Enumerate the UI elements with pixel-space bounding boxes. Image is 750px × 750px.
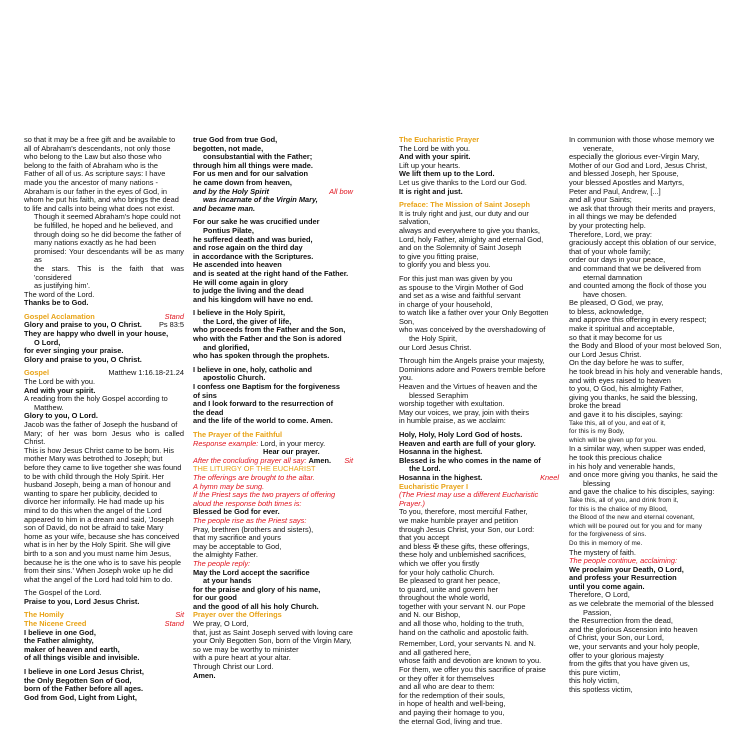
text-line: your Only Begotten Son, born of the Virgin Mary, [193, 636, 352, 646]
text-line: for this is the chalice of my Blood, [569, 505, 668, 513]
text-line: I believe in one Lord Jesus Christ, [24, 667, 144, 677]
text-line: in his holy and venerable hands, [569, 461, 676, 471]
text-line: I believe in one God, [24, 627, 96, 637]
heading-liturgy-eucharist: THE LITURGY OF THE EUCHARIST [193, 464, 316, 474]
text-line: all of Abraham's descendants, not only those [24, 143, 171, 153]
gospel-ref: Matthew 1:16.18-21.24 [108, 368, 184, 378]
creed-bow-line: and by the Holy Spirit [193, 186, 269, 196]
text-line: of Christ, your Son, our Lord, [569, 633, 664, 643]
text-line: and on the Solemnity of Saint Joseph [399, 243, 522, 253]
text-line: belong to the faith of Abraham who is the [24, 160, 158, 170]
text-line: Jacob was the father of Joseph the husband of [24, 420, 178, 429]
text-line: Therefore, Lord, we pray: [569, 229, 652, 239]
text-line: the almighty Father. [193, 550, 258, 560]
heading-preface: Preface: The Mission of Saint Joseph [399, 200, 531, 210]
acclamation-line: Glory and praise to you, O Christ. [24, 320, 142, 330]
at-your-hands: at your hands [203, 576, 252, 586]
text-line: I confess one Baptism for the forgiveness [193, 382, 341, 392]
text-line: They are happy who dwell in your house, [24, 329, 169, 339]
creed-crucified: For our sake he was crucified under [193, 217, 320, 227]
text-line: by your protecting help. [569, 220, 646, 230]
text-line: the Body and Blood of your most beloved Son, [569, 341, 722, 351]
text-line: Therefore, O Lord, [569, 590, 630, 600]
dialogue-call: The Lord be with you. [399, 143, 471, 153]
creed-proceeds [193, 326, 353, 343]
text-line: mind to do this when the angel of the Lord [24, 505, 162, 515]
text-line: who with the Father and the Son is adored [193, 334, 342, 344]
text-line: because he is the one who is to save his people [24, 557, 181, 567]
text-line: together with your servant N. our Pope [399, 601, 526, 611]
text-line: For this just man was given by you [399, 273, 513, 283]
in-similar-way [569, 445, 734, 479]
hear-our-prayer: Hear our prayer. [263, 447, 320, 457]
hymn-may-be-sung: A hymn may be sung. [193, 481, 265, 491]
heading-gospel: Gospel [24, 368, 50, 378]
dialogue-response: And with your spirit. [399, 152, 471, 162]
text-line: hand on the catholic and apostolic faith. [399, 627, 529, 637]
text-line: Mother of our God and Lord, Jesus Christ, [569, 160, 708, 170]
text-line: for the forgiveness of sins. [569, 531, 647, 539]
text-line: these holy and unblemished sacrifices, [399, 550, 526, 560]
text-line: We pray, O Lord, [193, 619, 249, 629]
text-line: for our good [193, 593, 237, 603]
acclamation-ref: Ps 83:5 [158, 320, 184, 330]
text-line: graciously accept this oblation of our service, [569, 238, 717, 248]
text-line: which will be poured out for you and for many [569, 522, 703, 530]
text-line: and I look forward to the resurrection of [193, 399, 334, 409]
text-line: born of the Father before all ages. [24, 684, 144, 694]
gospel-of-lord: The Gospel of the Lord. [24, 588, 102, 598]
text-line: to you, O God, his almighty Father, [569, 384, 684, 394]
text-line: in hope of health and well-being, [399, 699, 506, 709]
text-line: order our days in your peace, [569, 255, 666, 265]
text-line: For us men and for our salvation [193, 169, 308, 179]
text-line: Abraham is our father in the eyes of God, in [24, 186, 167, 196]
column-2 [193, 136, 353, 680]
text-line: promised: Your descendants will be as many as [34, 246, 184, 265]
text-line: He will come again in glory [193, 277, 288, 287]
text-line: and command that we be delivered from [569, 263, 701, 273]
on-the-day [569, 359, 734, 419]
word-of-lord: The word of the Lord. [24, 289, 95, 299]
text-line: your blessed Apostles and Martyrs, [569, 177, 685, 187]
text-line: and once more giving you thanks, he said the [569, 470, 718, 480]
rubric-sit: Sit [175, 610, 184, 620]
text-line: O Lord, [34, 337, 61, 347]
preface-our-lord: our Lord Jesus Christ. [399, 342, 472, 352]
text-line: Be pleased, O God, we pray, [569, 298, 664, 308]
text-line: husband Joseph, being a man of honour and [24, 480, 171, 490]
text-line: maker of heaven and earth, [24, 644, 120, 654]
dialogue-response: We lift them up to the Lord. [399, 169, 495, 179]
creed-church: I believe in one, holy, catholic and [193, 364, 312, 374]
text-line: the Blood of the new and eternal covenant, [569, 514, 695, 522]
ep1-part-b [399, 640, 559, 726]
creed-part-2 [24, 668, 184, 702]
text-line: so we may be worthy to minister [193, 644, 299, 654]
text-line: for this is my Body, [569, 428, 625, 436]
preface-part-3-end [399, 400, 559, 426]
text-line: and set as a wise and faithful servant [399, 291, 521, 301]
text-line: to give you fitting praise, [399, 251, 479, 261]
text-line: If the Priest says the two prayers of offering [193, 490, 336, 500]
text-line: he suffered death and was buried, [193, 234, 313, 244]
text-line: to guard, unite and govern her [399, 584, 499, 594]
text-line: to be with child through the Holy Spirit. Her [24, 471, 165, 481]
text-line: many nations exactly as he had been [34, 238, 157, 248]
text-line: aloud the response both times is: [193, 498, 302, 508]
text-line: through Jesus Christ, your Son, our Lord: [399, 524, 535, 534]
text-line: Father of all of us. As scripture says: I have [24, 169, 166, 179]
text-line: and the good of all his holy Church. [193, 601, 319, 611]
text-line: Holy, Holy, Holy Lord God of hosts. [399, 430, 523, 439]
heading-prayer-offerings: Prayer over the Offerings [193, 610, 282, 620]
text-line: we ask that through their merits and prayers, [569, 203, 716, 213]
text-line: whose faith and devotion are known to you. [399, 656, 542, 666]
preface-part-1 [399, 210, 559, 270]
text-line: who was conceived by the overshadowing of [399, 325, 546, 335]
text-line: for your holy catholic Church. [399, 567, 495, 577]
text-line: Matthew. [34, 402, 64, 412]
text-line: May our voices, we pray, join with theirs [399, 407, 530, 417]
text-line: in all things we may be defended [569, 212, 677, 222]
people-reply: The people reply: [193, 558, 251, 568]
text-line: as spouse to the Virgin Mother of God [399, 282, 524, 292]
text-line: before they came to live together she was found [24, 462, 182, 472]
after-concluding: After the concluding prayer all say: [193, 455, 307, 465]
text-line: and approve this offering in every respect; [569, 315, 707, 325]
text-line: Remember, Lord, your servants N. and N. [399, 639, 536, 649]
text-line: to watch like a father over your Only Begotten Son, [399, 308, 549, 326]
text-line: On the day before he was to suffer, [569, 358, 684, 368]
ep1-note: (The Priest may use a different Eucharistic Prayer.) [399, 490, 539, 508]
text-line: so that it may be a free gift and be available to [24, 135, 176, 144]
rubric-all-bow: All bow [329, 186, 353, 196]
text-line: worship together with exultation. [399, 399, 505, 409]
text-line: and his kingdom will have no end. [193, 294, 313, 304]
text-line: always and everywhere to give you thanks, [399, 225, 540, 235]
dialogue-call: Let us give thanks to the Lord our God. [399, 177, 527, 187]
text-line: this holy victim, [569, 676, 620, 686]
may-the-lord-rest [193, 586, 353, 612]
heading-homily: The Homily [24, 610, 64, 620]
gave-chalice: and gave the chalice to his disciples, saying: [569, 487, 715, 497]
heading-eucharistic-prayer-1: Eucharistic Prayer I [399, 481, 469, 491]
text-line: Heaven and the Virtues of heaven and the [399, 382, 538, 392]
creed-apostolic: apostolic Church. [203, 373, 266, 383]
text-line: Take this, all of you, and eat of it, [569, 419, 666, 427]
preface-seraphim: blessed Seraphim [409, 390, 469, 400]
text-line: which we offer you firstly [399, 558, 480, 568]
words-of-consecration-bread [569, 420, 734, 446]
text-line: in charge of your household, [399, 299, 493, 309]
praise-to-you: Praise to you, Lord Jesus Christ. [24, 596, 140, 606]
text-line: appeared to him in a dream and said, 'Joseph [24, 514, 174, 524]
offerings-brought: The offerings are brought to the altar. [193, 472, 315, 482]
and-with-your-spirit: And with your spirit. [24, 385, 96, 395]
text-line: He ascended into heaven [193, 260, 282, 270]
text-line: home as your wife, because she has conceived [24, 531, 180, 541]
text-line: made you the ancestor of many nations - [24, 177, 158, 187]
text-line: throughout the whole world, [399, 593, 490, 603]
amen-offerings: Amen. [193, 670, 216, 680]
text-line: This is how Jesus Christ came to be born. His [24, 445, 174, 455]
heading-eucharistic-prayer: The Eucharistic Prayer [399, 135, 480, 144]
text-line: Take this, all of you, and drink from it, [569, 496, 679, 504]
text-line: Heaven and earth are full of your glory. [399, 438, 536, 448]
text-line: from the gifts that you have given us, [569, 659, 690, 669]
text-line: who belong to the Law but also those who [24, 152, 162, 162]
text-line: true God from true God, [193, 135, 278, 144]
text-line: and N. our Bishop, [399, 610, 461, 620]
text-line: that my sacrifice and yours [193, 533, 281, 543]
text-line: and the life of the world to come. Amen. [193, 416, 333, 426]
text-line: son of David, do not be afraid to take Mary [24, 523, 164, 533]
dialogue-response: It is right and just. [399, 186, 463, 196]
creed-became-man: and became man. [193, 203, 256, 213]
text-line: that of your whole family; [569, 246, 651, 256]
sanctus [399, 431, 559, 465]
thanks-response: Thanks be to God. [24, 298, 89, 308]
reading-though [24, 213, 184, 290]
lord-be-with-you: The Lord be with you. [24, 377, 96, 387]
reading-from [24, 395, 184, 412]
text-line: which will be given up for you. [569, 436, 657, 444]
counted-among: and counted among the flock of those you [569, 281, 707, 291]
text-line: this spotless victim, [569, 685, 633, 694]
text-line: as justifying him'. [34, 281, 91, 291]
text-line: and all gathered here, [399, 647, 471, 657]
creed-incarnate: was incarnate of the Virgin Mary, [203, 195, 318, 205]
response-example-label: Response example: [193, 438, 259, 448]
preface-part-3 [399, 357, 559, 391]
text-line: and with eyes raised to heaven [569, 375, 671, 385]
rubric-kneel: Kneel [540, 472, 559, 482]
text-line: or they offer it for themselves [399, 673, 495, 683]
text-line: make it spiritual and acceptable, [569, 324, 675, 334]
response-text: Lord, in your mercy. [260, 438, 326, 448]
text-line: Dominions adore and Powers tremble before you. [399, 364, 546, 383]
gospel-text [24, 447, 184, 585]
text-line: wanting to spare her publicity, decided to [24, 488, 158, 498]
text-line: To you, therefore, most merciful Father, [399, 507, 528, 517]
be-pleased [569, 299, 734, 359]
text-line: he took bread in his holy and venerable hands, [569, 367, 723, 377]
if-priest-says [193, 491, 353, 508]
text-line: offer to your glorious majesty [569, 650, 664, 660]
creed-continued-b [193, 162, 353, 188]
text-line: the stars. This is the faith that was 'considered [34, 263, 184, 282]
text-line: he took this precious chalice [569, 452, 662, 462]
text-line: especially the glorious ever-Virgin Mary, [569, 152, 700, 162]
therefore-pray [569, 231, 734, 274]
eternal-damnation: eternal damnation [583, 272, 643, 282]
communion-line: In communion with those whose memory we [569, 135, 715, 144]
text-line: and all those who, holding to the truth, [399, 619, 524, 629]
text-line: giving you thanks, he said the blessing, [569, 392, 698, 402]
have-chosen: have chosen. [583, 289, 627, 299]
text-line: Through Christ our Lord. [193, 662, 274, 672]
text-line: Glory and praise to you, O Christ. [24, 354, 142, 364]
text-line: of all things visible and invisible. [24, 653, 140, 663]
text-line: and is seated at the right hand of the Father. [193, 268, 349, 278]
text-line: Be pleased to grant her peace, [399, 576, 501, 586]
text-line: Hosanna in the highest. [399, 447, 483, 457]
do-this-in-memory: Do this in memory of me. [569, 539, 643, 547]
text-line: and all your Saints; [569, 195, 632, 205]
creed-line: consubstantial with the Father; [203, 152, 313, 162]
text-line: Pray, brethren (brothers and sisters), [193, 524, 314, 534]
text-line: the eternal God, living and true. [399, 716, 503, 726]
text-line: in humble praise, as we acclaim: [399, 416, 506, 426]
memorial-acclamation [569, 566, 734, 592]
dialogue-call: Lift up your hearts. [399, 160, 461, 170]
column-4 [569, 136, 734, 695]
therefore-o-lord [569, 591, 734, 608]
text-line: to bless, acknowledge, [569, 306, 644, 316]
blessing-line: blessing [583, 478, 611, 488]
text-line: as we celebrate the memorial of the blessed [569, 599, 714, 609]
text-line: in accordance with the Scriptures. [193, 251, 314, 261]
text-line: and bless ✠ these gifts, these offerings, [399, 541, 530, 551]
creed-pilate: Pontius Pilate, [203, 225, 254, 235]
text-line: Blessed is he who comes in the name of [399, 455, 541, 465]
text-line: Peter and Paul, Andrew, [...] [569, 186, 661, 196]
words-of-consecration-wine [569, 497, 734, 540]
creed-holy-spirit: I believe in the Holy Spirit, [193, 308, 285, 318]
text-line: the Only Begotten Son of God, [24, 675, 132, 685]
blessed-be-god: Blessed be God for ever. [193, 507, 280, 517]
text-line: our Lord Jesus Christ. [569, 349, 642, 359]
text-line: In a similar way, when supper was ended, [569, 444, 706, 454]
offerings-prayer-text [193, 620, 353, 672]
text-line: with a pure heart at your altar. [193, 653, 291, 663]
heading-prayer-faithful: The Prayer of the Faithful [193, 430, 283, 439]
text-line: to judge the living and the dead [193, 286, 304, 296]
text-line: this pure victim, [569, 667, 621, 677]
gospel-jacob [24, 421, 184, 447]
text-line: through him all things were made. [193, 160, 313, 170]
text-line: through doing so he did become the father of [34, 229, 182, 239]
communion-saints [569, 153, 734, 230]
glory-to-you: Glory to you, O Lord. [24, 411, 98, 421]
text-line: A reading from the holy Gospel according to [24, 394, 168, 404]
text-line: be fulfilled, he hoped and he believed, and [34, 220, 173, 230]
sanctus-the-lord: the Lord. [409, 464, 441, 474]
text-line: We proclaim your Death, O Lord, [569, 564, 684, 574]
text-line: and gave it to his disciples, saying: [569, 410, 683, 419]
sanctus-hosanna: Hosanna in the highest. [399, 472, 483, 482]
heading-gospel-acclamation: Gospel Acclamation [24, 311, 95, 321]
text-line: what is in her by the Holy Spirit. She will give [24, 540, 171, 550]
creed-glorified: and glorified, [203, 342, 250, 352]
creed-prophets: who has spoken through the prophets. [193, 351, 330, 361]
rubric-sit: Sit [344, 455, 353, 465]
text-line: the dead [193, 407, 224, 417]
creed-continued-c [193, 236, 353, 305]
text-line: of sins [193, 390, 217, 400]
passion-line: Passion, [583, 607, 612, 617]
text-line: It is truly right and just, our duty and our salvation, [399, 208, 529, 227]
text-line: may be acceptable to God, [193, 541, 282, 551]
text-line: Though it seemed Abraham's hope could not [34, 212, 181, 222]
text-line: that, just as Saint Joseph served with loving care [193, 627, 353, 637]
text-line: begotten, not made, [193, 143, 264, 153]
creed-part-1 [24, 629, 184, 663]
heading-nicene-creed: The Nicene Creed [24, 619, 87, 629]
text-line: broke the bread [569, 401, 621, 411]
text-line: until you come again. [569, 581, 645, 591]
text-line: Lord, holy Father, almighty and eternal God, [399, 234, 544, 244]
mystery-of-faith: The mystery of faith. [569, 547, 636, 557]
text-line: for ever singing your praise. [24, 346, 124, 356]
preface-part-2 [399, 275, 559, 335]
column-1 [24, 136, 184, 702]
text-line: we, your servants and your holy people, [569, 642, 700, 652]
text-line: we make humble prayer and petition [399, 515, 519, 525]
text-line: what the angel of the Lord had told him to do. [24, 574, 173, 584]
text-line: and blessed Joseph, her Spouse, [569, 169, 679, 179]
text-line: birth to a son and you must name him Jesus, [24, 548, 172, 558]
preface-holy-spirit: the Holy Spirit, [409, 334, 458, 344]
may-the-lord-accept: May the Lord accept the sacrifice [193, 567, 310, 577]
text-line: and rose again on the third day [193, 243, 303, 253]
communion-venerate: venerate, [583, 143, 614, 153]
text-line: so that it may become for us [569, 332, 662, 342]
text-line: to life and calls into being what does not exist. [24, 203, 175, 213]
text-line: who proceeds from the Father and the Son, [193, 325, 346, 335]
text-line: and all who are dear to them: [399, 682, 495, 692]
text-line: that you accept [399, 533, 450, 543]
text-line: God from God, Light from Light, [24, 692, 137, 702]
rubric-stand: Stand [164, 619, 184, 629]
text-line: to glorify you and bless you. [399, 260, 491, 270]
text-line: mother Mary was betrothed to Joseph; but [24, 454, 163, 464]
text-line: and profess your Resurrection [569, 573, 677, 583]
text-line: divorce her informally. He had made up his [24, 497, 164, 507]
text-line: For them, we offer you this sacrifice of praise [399, 665, 546, 675]
reading-abraham [24, 136, 184, 213]
preface-dialogue [399, 145, 559, 197]
creed-continued [193, 136, 353, 153]
text-line: from their sins.' When Joseph woke up he did [24, 566, 173, 576]
acclamation-verse [24, 330, 184, 364]
text-line: and paying their homage to you, [399, 708, 505, 717]
text-line: the Father almighty, [24, 636, 94, 646]
text-line: Mary; of her was born Jesus who is called Christ. [24, 428, 184, 447]
ep1-part-a [399, 508, 559, 637]
creed-giver-of-life: the Lord, the giver of life, [203, 316, 292, 326]
text-line: the Resurrection from the dead, [569, 616, 673, 626]
people-rise: The people rise as the Priest says: [193, 515, 307, 525]
creed-baptism [193, 383, 353, 426]
column-3 [399, 136, 559, 726]
text-line: for the redemption of their souls, [399, 690, 505, 700]
rubric-stand: Stand [164, 311, 184, 321]
amen-response: Amen. [308, 455, 332, 465]
text-line: he came down from heaven, [193, 177, 292, 187]
text-line: Through him the Angels praise your majesty, [399, 356, 545, 366]
text-line: for the praise and glory of his name, [193, 584, 321, 594]
text-line: whom he put his faith, and who brings the dead [24, 195, 179, 205]
pray-brethren [193, 526, 353, 560]
people-continue: The people continue, acclaiming: [569, 556, 678, 566]
anamnesis [569, 617, 734, 694]
text-line: and the glorious Ascension into heaven [569, 624, 698, 634]
